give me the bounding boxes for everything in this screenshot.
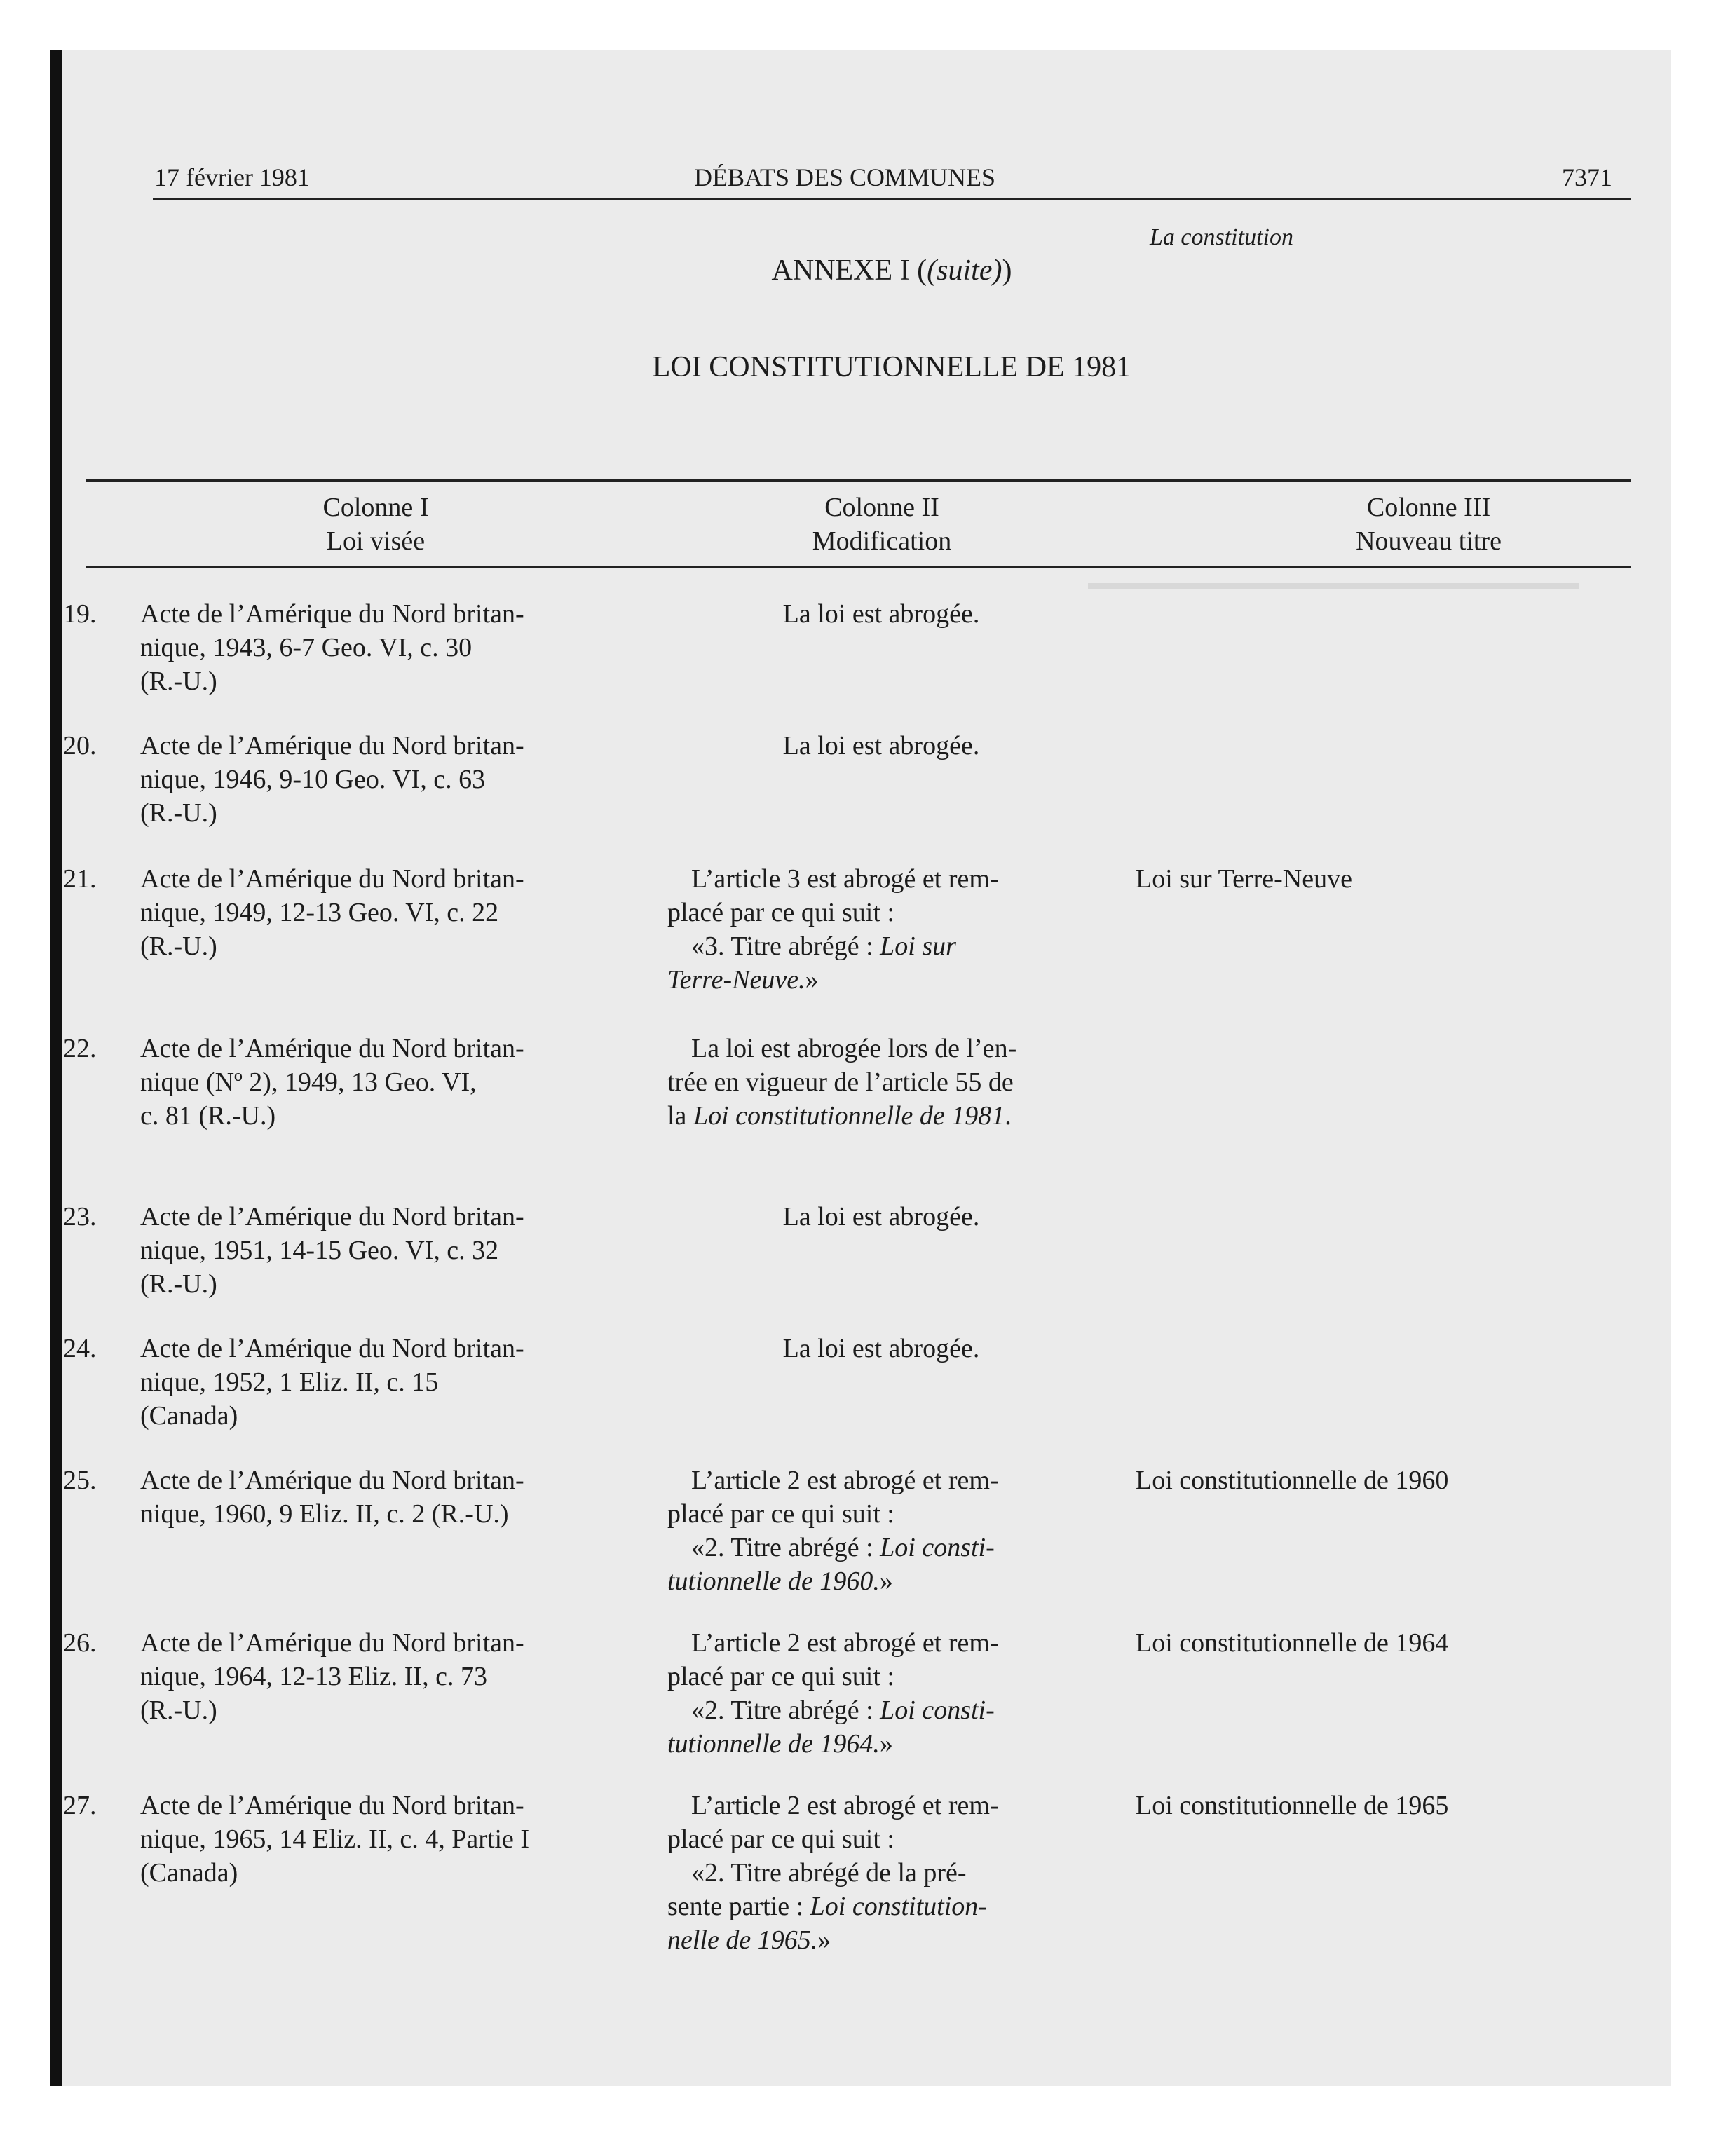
- row-number: 22.: [63, 1034, 97, 1063]
- modification-cell: La loi est abrogée.: [782, 599, 980, 629]
- table-header-rule: [86, 566, 1631, 568]
- annex-title-text: ANNEXE I: [771, 254, 910, 287]
- law-cell: Acte de l’Amérique du Nord britan- nique, 1951, 14-15 Geo. VI, c. 32 (R.-U.): [140, 1202, 524, 1299]
- annex-title: [695, 254, 1088, 287]
- modification-cell: L’article 2 est abrogé et rem- placé par ce qui suit : «2. Titre abrégé de la pré- sente partie : Loi constitution- nelle de 1965.»: [667, 1791, 999, 1955]
- header-publication: DÉBATS DES COMMUNES: [694, 163, 996, 191]
- running-title: La constitution: [1150, 224, 1293, 250]
- row-number: 23.: [63, 1202, 97, 1231]
- document-page: [50, 50, 1671, 2086]
- new-title-cell: Loi constitutionnelle de 1964: [1136, 1628, 1449, 1658]
- row-number: 21.: [63, 864, 97, 894]
- modification-cell: La loi est abrogée.: [782, 1202, 980, 1231]
- row-number: 19.: [63, 599, 97, 629]
- new-title-cell: Loi sur Terre-Neuve: [1136, 864, 1352, 894]
- law-cell: Acte de l’Amérique du Nord britan- nique, 1965, 14 Eliz. II, c. 4, Partie I (Canada): [140, 1791, 530, 1888]
- law-cell: Acte de l’Amérique du Nord britan- nique, 1964, 12-13 Eliz. II, c. 73 (R.-U.): [140, 1628, 524, 1725]
- header-page-number: 7371: [1562, 163, 1612, 191]
- modification-cell: La loi est abrogée.: [782, 731, 980, 760]
- annex-title-suffix: ((suite)): [917, 254, 1012, 287]
- scan-edge-bar: [50, 50, 62, 2086]
- modification-cell: L’article 2 est abrogé et rem- placé par ce qui suit : «2. Titre abrégé : Loi consti- tutionnelle de 1960.»: [667, 1466, 999, 1596]
- law-cell: Acte de l’Amérique du Nord britan- nique, 1946, 9-10 Geo. VI, c. 63 (R.-U.): [140, 731, 524, 828]
- annex-subtitle: LOI CONSTITUTIONNELLE DE 1981: [652, 351, 1131, 383]
- new-title-cell: Loi constitutionnelle de 1965: [1136, 1791, 1449, 1820]
- header-date: 17 février 1981: [154, 163, 310, 191]
- row-number: 24.: [63, 1334, 97, 1363]
- row-number: 27.: [63, 1791, 97, 1820]
- column-header-2: Colonne II Modification: [812, 493, 952, 556]
- row-number: 25.: [63, 1466, 97, 1495]
- bleed-through-texture: [1088, 583, 1579, 617]
- modification-cell: L’article 2 est abrogé et rem- placé par ce qui suit : «2. Titre abrégé : Loi consti- tutionnelle de 1964.»: [667, 1628, 999, 1759]
- law-cell: Acte de l’Amérique du Nord britan- nique (Nº 2), 1949, 13 Geo. VI, c. 81 (R.-U.): [140, 1034, 524, 1131]
- modification-cell: La loi est abrogée.: [782, 1334, 980, 1363]
- column-header-1: Colonne I Loi visée: [322, 493, 429, 556]
- header-rule: [153, 198, 1631, 200]
- modification-cell: L’article 3 est abrogé et rem- placé par ce qui suit : «3. Titre abrégé : Loi sur Terre-Neuve.»: [667, 864, 999, 995]
- law-cell: Acte de l’Amérique du Nord britan- nique, 1960, 9 Eliz. II, c. 2 (R.-U.): [140, 1466, 524, 1529]
- new-title-cell: Loi constitutionnelle de 1960: [1136, 1466, 1449, 1495]
- law-cell: Acte de l’Amérique du Nord britan- nique, 1949, 12-13 Geo. VI, c. 22 (R.-U.): [140, 864, 524, 961]
- modification-cell: La loi est abrogée lors de l’en- trée en vigueur de l’article 55 de la Loi constitutionnelle de 1981.: [667, 1034, 1017, 1131]
- column-header-3: Colonne III Nouveau titre: [1356, 493, 1502, 556]
- law-cell: Acte de l’Amérique du Nord britan- nique, 1943, 6-7 Geo. VI, c. 30 (R.-U.): [140, 599, 524, 696]
- row-number: 26.: [63, 1628, 97, 1658]
- law-cell: Acte de l’Amérique du Nord britan- nique, 1952, 1 Eliz. II, c. 15 (Canada): [140, 1334, 524, 1431]
- table-top-rule: [86, 479, 1631, 482]
- row-number: 20.: [63, 731, 97, 760]
